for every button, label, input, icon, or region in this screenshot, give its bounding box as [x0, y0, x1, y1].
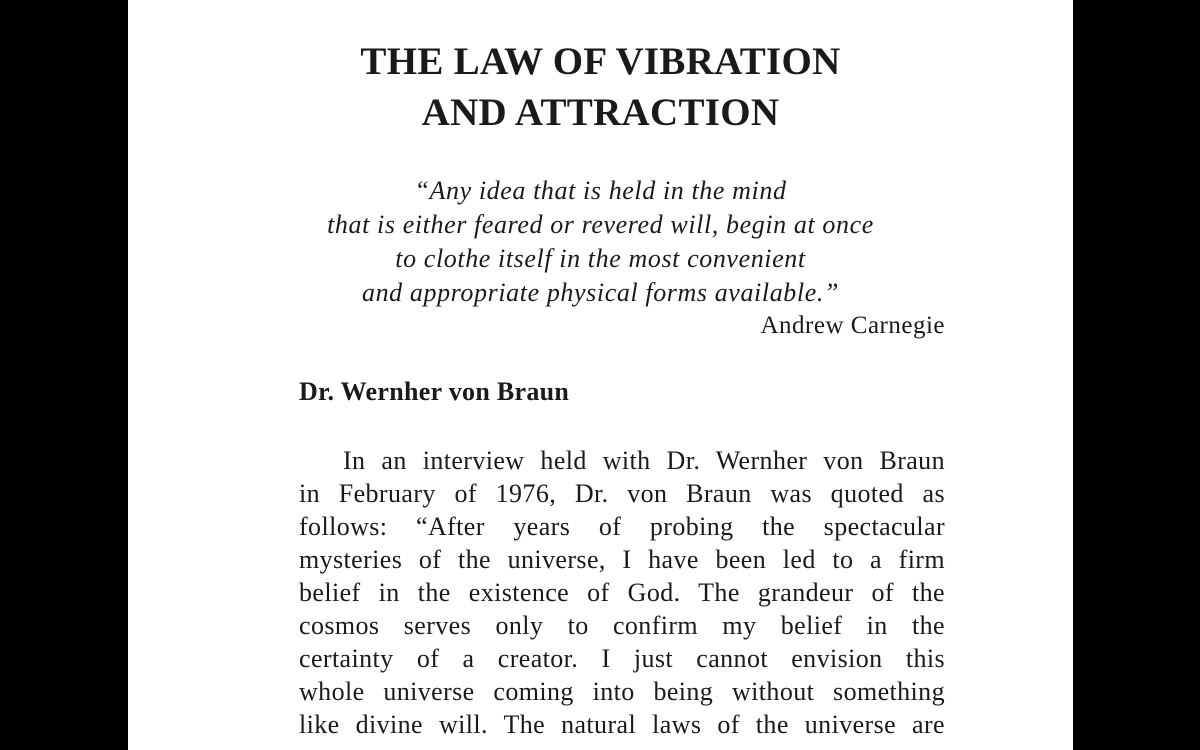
- chapter-title-line-1: THE LAW OF VIBRATION: [360, 40, 841, 83]
- chapter-title-line-2: AND ATTRACTION: [421, 91, 780, 134]
- book-page: [128, 0, 1073, 750]
- epigraph-line: that is either feared or revered will, begin at once: [327, 210, 874, 239]
- epigraph-line: “Any idea that is held in the mind: [414, 176, 787, 205]
- body-line: like divine will. The natural laws of the universe are: [299, 710, 945, 739]
- epigraph-attribution: Andrew Carnegie: [760, 312, 945, 339]
- body-line: mysteries of the universe, I have been led to a firm: [299, 545, 945, 574]
- body-line: certainty of a creator. I just cannot envision this: [299, 644, 945, 673]
- body-line: cosmos serves only to confirm my belief in the: [299, 611, 945, 640]
- body-line: in February of 1976, Dr. von Braun was quoted as: [299, 479, 945, 508]
- body-line: belief in the existence of God. The grandeur of the: [299, 578, 945, 607]
- body-line: whole universe coming into being without something: [299, 677, 945, 706]
- section-heading: Dr. Wernher von Braun: [299, 377, 570, 406]
- body-line: In an interview held with Dr. Wernher von Braun: [343, 446, 945, 475]
- body-line: follows: “After years of probing the spectacular: [299, 512, 945, 541]
- epigraph-line: and appropriate physical forms available.”: [361, 278, 840, 307]
- epigraph-line: to clothe itself in the most convenient: [395, 244, 806, 273]
